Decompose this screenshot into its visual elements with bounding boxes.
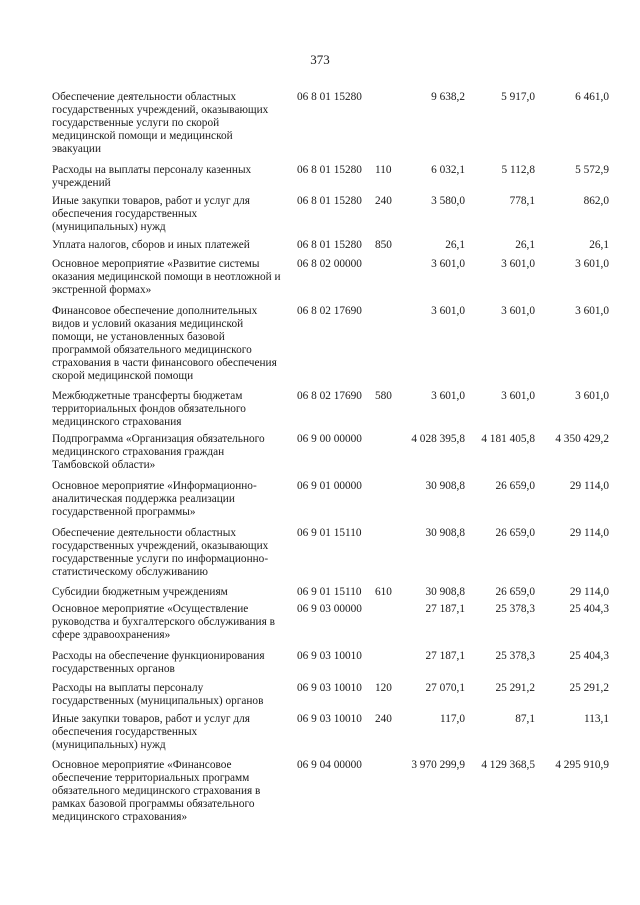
row-name: Расходы на выплаты персоналу казенных учреждений xyxy=(52,164,252,189)
row-expense-type: 120 xyxy=(375,682,392,694)
row-value-3: 25 291,2 xyxy=(569,682,609,694)
row-value-2: 26 659,0 xyxy=(495,527,535,539)
row-value-1: 26,1 xyxy=(445,239,465,251)
row-expense-type: 240 xyxy=(375,713,392,725)
row-value-1: 4 028 395,8 xyxy=(411,433,465,445)
row-code: 06 9 03 00000 xyxy=(297,603,362,615)
row-value-2: 4 181 405,8 xyxy=(481,433,535,445)
row-value-3: 3 601,0 xyxy=(575,305,609,317)
row-value-2: 25 291,2 xyxy=(495,682,535,694)
row-code: 06 8 01 15280 xyxy=(297,164,362,176)
row-expense-type: 580 xyxy=(375,390,392,402)
row-value-2: 25 378,3 xyxy=(495,650,535,662)
row-expense-type: 850 xyxy=(375,239,392,251)
row-value-1: 3 601,0 xyxy=(431,258,465,270)
row-value-3: 113,1 xyxy=(584,713,609,725)
row-name: Финансовое обеспечение дополнительных видов и условий оказания медицинской помощи, не установленных базовой программой обязательного медицинского страхования в части финансового обеспечения скорой медицинской помощи xyxy=(52,305,277,382)
row-value-3: 3 601,0 xyxy=(575,390,609,402)
row-code: 06 9 03 10010 xyxy=(297,713,362,725)
row-name: Обеспечение деятельности областных государственных учреждений, оказывающих государственные услуги по информационно-статистическому обслуживанию xyxy=(52,527,269,578)
row-expense-type: 110 xyxy=(375,164,392,176)
row-value-1: 6 032,1 xyxy=(431,164,465,176)
row-name: Основное мероприятие «Осуществление руководства и бухгалтерского обслуживания в сфере здравоохранения» xyxy=(52,603,275,641)
row-code: 06 9 03 10010 xyxy=(297,650,362,662)
row-value-2: 5 917,0 xyxy=(501,91,535,103)
row-name: Основное мероприятие «Финансовое обеспечение территориальных программ обязательного медицинского страхования в рамках базовой программы обязательного медицинского страхования» xyxy=(52,759,261,823)
row-value-2: 26,1 xyxy=(515,239,535,251)
page-number: 373 xyxy=(310,52,330,67)
row-code: 06 9 01 15110 xyxy=(297,586,362,598)
row-value-2: 3 601,0 xyxy=(501,305,535,317)
row-code: 06 8 01 15280 xyxy=(297,239,362,251)
row-value-3: 5 572,9 xyxy=(575,164,609,176)
row-value-1: 27 187,1 xyxy=(425,603,465,615)
row-code: 06 8 02 17690 xyxy=(297,305,362,317)
row-value-2: 778,1 xyxy=(509,195,535,207)
row-value-2: 5 112,8 xyxy=(501,164,535,176)
row-value-2: 3 601,0 xyxy=(501,258,535,270)
row-value-3: 4 295 910,9 xyxy=(555,759,609,771)
row-name: Иные закупки товаров, работ и услуг для обеспечения государственных (муниципальных) нужд xyxy=(52,195,250,233)
row-value-1: 27 187,1 xyxy=(425,650,465,662)
row-value-2: 4 129 368,5 xyxy=(481,759,535,771)
row-value-3: 862,0 xyxy=(583,195,609,207)
row-code: 06 9 04 00000 xyxy=(297,759,362,771)
row-value-2: 87,1 xyxy=(515,713,535,725)
row-code: 06 8 02 00000 xyxy=(297,258,362,270)
row-value-3: 4 350 429,2 xyxy=(555,433,609,445)
row-value-1: 3 970 299,9 xyxy=(411,759,465,771)
row-value-3: 3 601,0 xyxy=(575,258,609,270)
row-name: Подпрограмма «Организация обязательного медицинского страхования граждан Тамбовской области» xyxy=(52,433,265,471)
row-code: 06 9 01 15110 xyxy=(297,527,362,539)
row-value-1: 3 580,0 xyxy=(431,195,465,207)
row-name: Уплата налогов, сборов и иных платежей xyxy=(52,239,250,251)
row-value-2: 26 659,0 xyxy=(495,586,535,598)
row-name: Основное мероприятие «Развитие системы оказания медицинской помощи в неотложной и экстренной формах» xyxy=(52,258,281,296)
row-value-1: 30 908,8 xyxy=(425,586,465,598)
row-value-1: 3 601,0 xyxy=(431,390,465,402)
row-value-3: 6 461,0 xyxy=(575,91,609,103)
row-expense-type: 610 xyxy=(375,586,392,598)
row-value-2: 25 378,3 xyxy=(495,603,535,615)
row-value-3: 29 114,0 xyxy=(569,527,609,539)
row-code: 06 9 03 10010 xyxy=(297,682,362,694)
row-code: 06 9 01 00000 xyxy=(297,480,362,492)
row-name: Основное мероприятие «Информационно-аналитическая поддержка реализации государственной программы» xyxy=(52,480,257,518)
row-value-3: 25 404,3 xyxy=(569,603,609,615)
row-value-3: 26,1 xyxy=(589,239,609,251)
row-value-3: 29 114,0 xyxy=(569,586,609,598)
row-value-3: 25 404,3 xyxy=(569,650,609,662)
row-code: 06 8 01 15280 xyxy=(297,91,362,103)
row-name: Иные закупки товаров, работ и услуг для обеспечения государственных (муниципальных) нужд xyxy=(52,713,250,751)
row-value-1: 30 908,8 xyxy=(425,480,465,492)
row-value-1: 117,0 xyxy=(440,713,465,725)
row-value-2: 26 659,0 xyxy=(495,480,535,492)
row-value-1: 9 638,2 xyxy=(431,91,465,103)
row-code: 06 8 01 15280 xyxy=(297,195,362,207)
row-name: Субсидии бюджетным учреждениям xyxy=(52,586,228,598)
row-name: Обеспечение деятельности областных государственных учреждений, оказывающих государственные услуги по скорой медицинской помощи и медицинской эвакуации xyxy=(52,91,269,155)
row-value-1: 3 601,0 xyxy=(431,305,465,317)
row-expense-type: 240 xyxy=(375,195,392,207)
row-code: 06 9 00 00000 xyxy=(297,433,362,445)
row-value-2: 3 601,0 xyxy=(501,390,535,402)
row-value-1: 27 070,1 xyxy=(425,682,465,694)
row-name: Расходы на обеспечение функционирования государственных органов xyxy=(52,650,265,675)
row-code: 06 8 02 17690 xyxy=(297,390,362,402)
row-name: Межбюджетные трансферты бюджетам территориальных фондов обязательного медицинского страхования xyxy=(52,390,246,428)
row-value-1: 30 908,8 xyxy=(425,527,465,539)
row-value-3: 29 114,0 xyxy=(569,480,609,492)
row-name: Расходы на выплаты персоналу государственных (муниципальных) органов xyxy=(52,682,264,707)
